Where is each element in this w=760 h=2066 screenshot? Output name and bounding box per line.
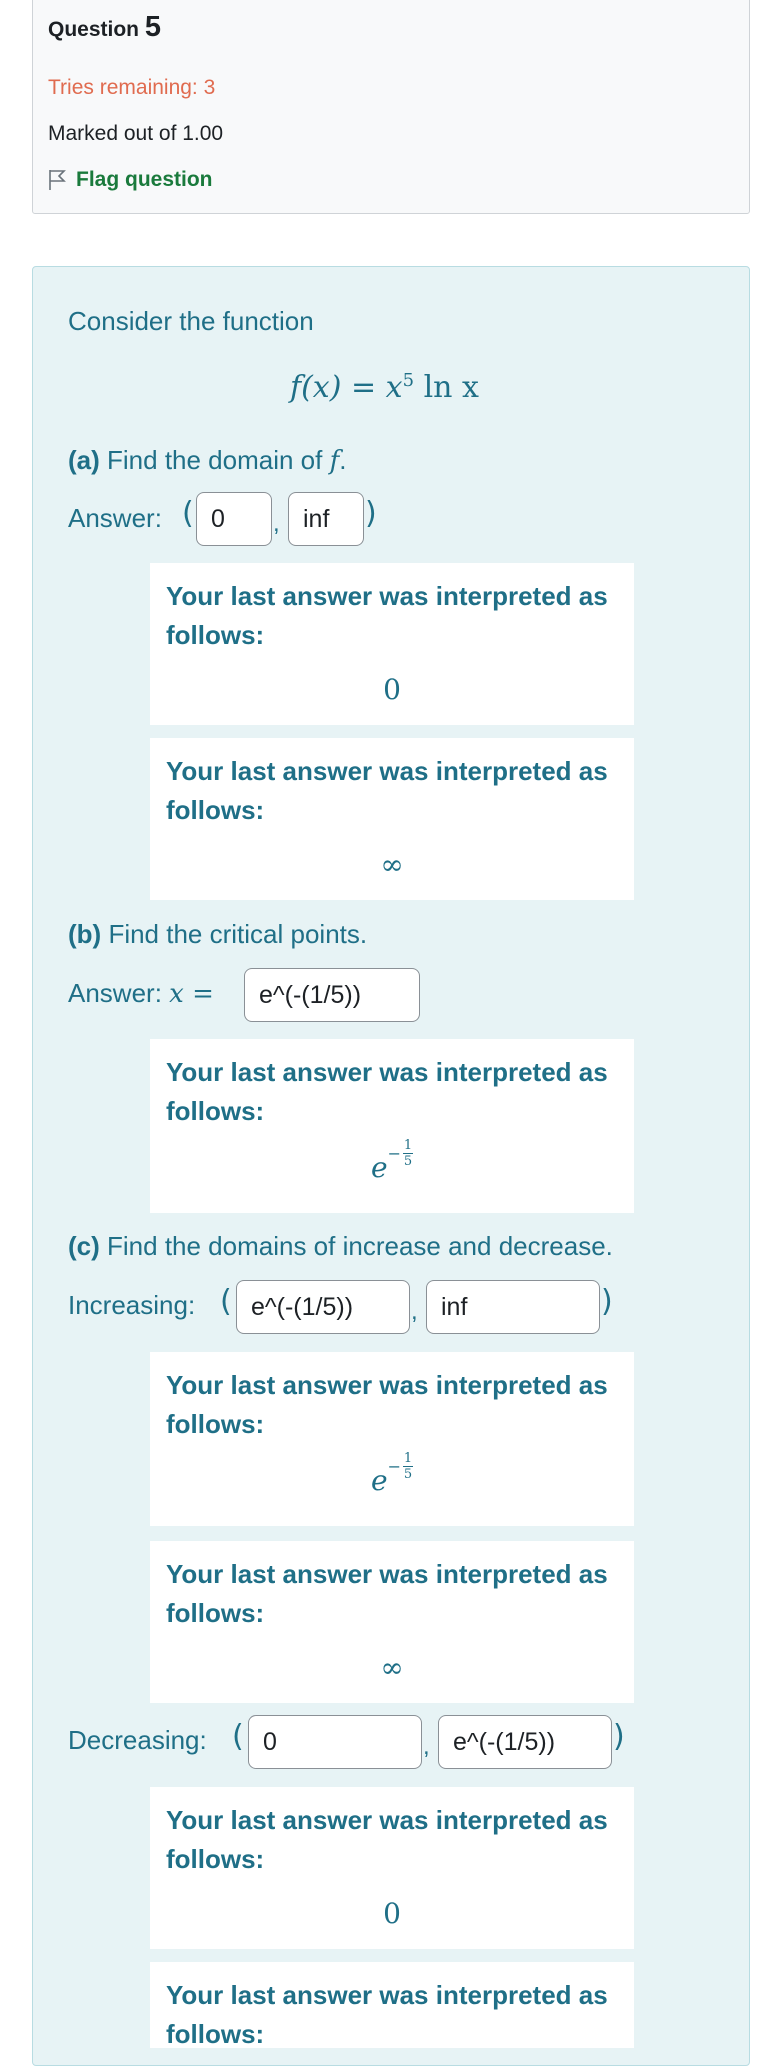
feedback-text: Your last answer was interpreted as follows: <box>166 756 608 825</box>
increasing-comma: , <box>411 1298 418 1325</box>
decreasing-open-paren: ( <box>232 1719 244 1754</box>
feedback-num: 1 <box>403 1138 413 1153</box>
question-info-panel <box>32 0 750 214</box>
feedback-num: 1 <box>403 1451 413 1466</box>
feedback-e: e <box>371 1464 388 1497</box>
feedback-text: Your last answer was interpreted as follows: <box>166 1980 608 2049</box>
part-b-label: (b) <box>68 919 102 949</box>
feedback-value: ∞ <box>380 848 404 881</box>
feedback-e: e <box>371 1151 388 1184</box>
decreasing-comma: , <box>423 1733 430 1760</box>
feedback-box <box>150 738 634 900</box>
question-intro: Consider the function <box>68 306 314 336</box>
part-b-critical-point-input[interactable]: e^(-(1/5)) <box>244 968 420 1022</box>
feedback-box <box>150 1962 634 2048</box>
part-c-prompt <box>68 1231 613 1262</box>
increasing-upper-input[interactable]: inf <box>426 1280 600 1334</box>
part-a-prompt <box>68 445 346 476</box>
part-b-text: Find the critical points. <box>108 919 368 949</box>
increasing-lower-input[interactable]: e^(-(1/5)) <box>236 1280 410 1334</box>
feedback-text: Your last answer was interpreted as follows: <box>166 1805 608 1874</box>
part-a-open-paren: ( <box>182 496 194 531</box>
feedback-box <box>150 1541 634 1703</box>
part-b-var-eq: x = <box>169 979 214 1009</box>
decreasing-lower-input[interactable]: 0 <box>248 1715 422 1769</box>
increasing-close-paren: ) <box>601 1284 613 1319</box>
feedback-minus: − <box>387 1457 401 1476</box>
question-label: Question <box>48 18 140 41</box>
feedback-minus: − <box>387 1144 401 1163</box>
part-a-var: f <box>329 446 340 476</box>
decreasing-label: Decreasing: <box>68 1725 207 1755</box>
function-lhs: f(x) = x <box>290 370 403 405</box>
tries-remaining: Tries remaining: 3 <box>48 76 216 99</box>
part-b-answer-label <box>68 978 214 1009</box>
function-formula <box>290 370 479 405</box>
feedback-box <box>150 1787 634 1949</box>
feedback-value: 0 <box>383 1897 401 1930</box>
decreasing-close-paren: ) <box>613 1719 625 1754</box>
feedback-text: Your last answer was interpreted as follows: <box>166 1057 608 1126</box>
feedback-value: ∞ <box>380 1651 404 1684</box>
flag-question-link[interactable] <box>48 168 213 192</box>
function-rhs: ln x <box>423 370 479 405</box>
feedback-box <box>150 1352 634 1526</box>
part-a-label: (a) <box>68 445 100 475</box>
feedback-den: 5 <box>403 1154 413 1169</box>
question-title <box>48 11 161 44</box>
feedback-text: Your last answer was interpreted as follows: <box>166 581 608 650</box>
part-c-label: (c) <box>68 1231 100 1261</box>
part-b-prompt <box>68 919 367 950</box>
part-a-answer-label: Answer: <box>68 503 162 533</box>
feedback-value: 0 <box>383 673 401 706</box>
marked-out-of: Marked out of 1.00 <box>48 122 224 145</box>
part-a-comma: , <box>273 510 280 537</box>
feedback-text: Your last answer was interpreted as follows: <box>166 1370 608 1439</box>
flag-icon <box>48 169 66 191</box>
question-number: 5 <box>144 11 161 43</box>
function-exponent: 5 <box>402 370 415 391</box>
increasing-label: Increasing: <box>68 1290 196 1320</box>
feedback-box <box>150 563 634 725</box>
part-a-upper-input[interactable]: inf <box>288 492 364 546</box>
part-b-answer-text: Answer: <box>68 978 162 1008</box>
part-a-end: . <box>339 445 347 475</box>
decreasing-upper-input[interactable]: e^(-(1/5)) <box>438 1715 612 1769</box>
part-a-close-paren: ) <box>365 496 377 531</box>
feedback-value <box>150 1451 634 1500</box>
feedback-text: Your last answer was interpreted as follows: <box>166 1559 608 1628</box>
part-a-text: Find the domain of <box>107 445 323 475</box>
part-a-lower-input[interactable]: 0 <box>196 492 272 546</box>
feedback-value <box>150 1138 634 1187</box>
flag-question-label: Flag question <box>76 168 213 191</box>
feedback-box <box>150 1039 634 1213</box>
part-c-text: Find the domains of increase and decrease. <box>107 1231 613 1261</box>
increasing-open-paren: ( <box>220 1284 232 1319</box>
feedback-den: 5 <box>403 1467 413 1482</box>
